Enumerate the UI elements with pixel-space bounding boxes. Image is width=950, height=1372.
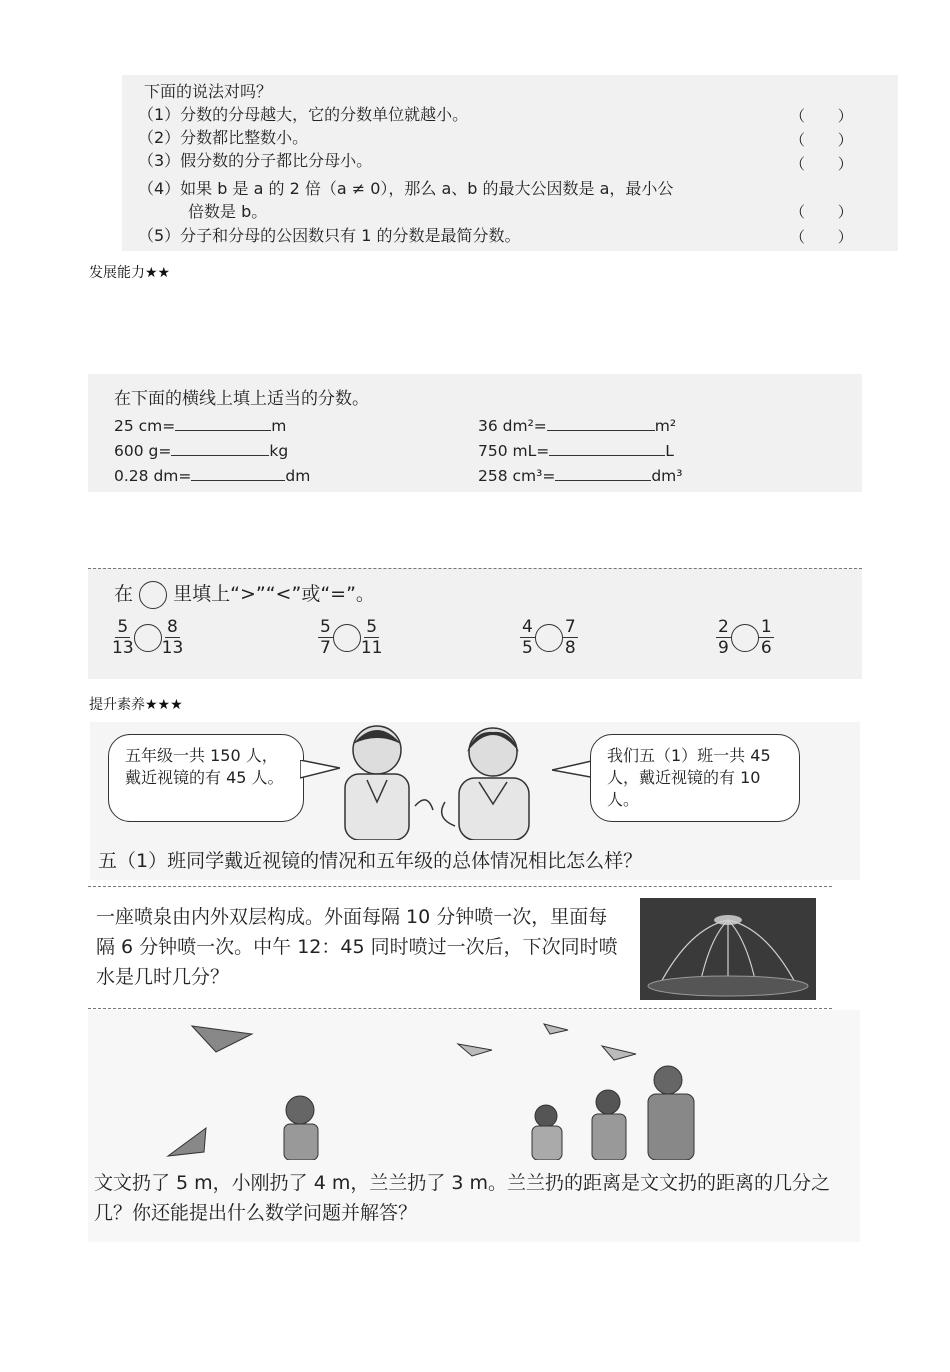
answer-blank[interactable]: [175, 416, 271, 431]
fill-fraction-question: [88, 374, 862, 492]
denominator: 7: [320, 638, 331, 658]
fountain-question: [88, 888, 828, 1006]
fraction: [716, 617, 731, 658]
numerator: 2: [718, 617, 729, 637]
answer-paren[interactable]: （ ）: [790, 107, 867, 125]
fraction: [162, 617, 184, 658]
paper-plane-illustration: [88, 1010, 860, 1160]
fraction-comparison: [716, 617, 774, 658]
q1-item-4: （4）如果 b 是 a 的 2 倍（a ≠ 0），那么 a、b 的最大公因数是 a，最小公: [138, 179, 674, 198]
fraction: [520, 617, 535, 658]
students-illustration: [315, 722, 575, 840]
q1-item-2: （2）分数都比整数小。: [138, 128, 309, 147]
q1-item-4-cont: 倍数是 b。: [188, 202, 268, 221]
q4-question: 五（1）班同学戴近视镜的情况和五年级的总体情况相比怎么样？: [98, 850, 643, 872]
q5-text: 一座喷泉由内外双层构成。外面每隔 10 分钟喷一次，里面每隔 6 分钟喷一次。中午 12：45 同时喷过一次后，下次同时喷水是几时几分？: [96, 906, 618, 988]
denominator: 13: [161, 638, 184, 658]
denominator: 8: [564, 638, 576, 658]
unit-label: m: [271, 417, 287, 435]
fraction: [563, 617, 578, 658]
denominator: 6: [760, 638, 772, 658]
fraction-comparison: [520, 617, 578, 658]
conversion-label: 750 mL=: [478, 442, 550, 460]
answer-paren[interactable]: （ ）: [790, 131, 867, 149]
q1-title: 下面的说法对吗？: [144, 82, 273, 101]
denominator: 5: [522, 638, 533, 658]
conversion-label: 600 g=: [114, 442, 172, 460]
conversion-label: 258 cm³=: [478, 467, 556, 485]
conversion-label: 36 dm²=: [478, 417, 547, 435]
denominator: 11: [360, 638, 383, 658]
speech-bubble-right: 我们五（1）班一共 45 人，戴近视镜的有 10 人。: [590, 734, 800, 822]
q1-item-1: （1）分数的分母越大，它的分数单位就越小。: [138, 105, 469, 124]
q3-title-post: 里填上“>”“<”或“=”。: [173, 583, 375, 605]
q1-item-5: （5）分子和分母的公因数只有 1 的分数是最简分数。: [138, 226, 521, 245]
answer-blank[interactable]: [555, 466, 651, 481]
q2-row: [478, 441, 674, 460]
compare-circle[interactable]: [333, 624, 361, 652]
numerator: 5: [117, 617, 129, 637]
divider: [88, 886, 832, 887]
numerator: 8: [167, 617, 178, 637]
fraction: [112, 617, 134, 658]
conversion-label: 25 cm=: [114, 417, 176, 435]
section-heading: 发展能力★★: [89, 265, 171, 281]
q6-text: 文文扔了 5 m，小刚扔了 4 m，兰兰扔了 3 m。兰兰扔的距离是文文扔的距离的几分之几？你还能提出什么数学问题并解答？: [94, 1172, 831, 1224]
conversion-label: 0.28 dm=: [114, 467, 192, 485]
fraction: [759, 617, 774, 658]
unit-label: kg: [269, 442, 289, 460]
denominator: 13: [112, 638, 134, 658]
unit-label: L: [665, 442, 674, 460]
fraction: [361, 617, 383, 658]
q3-title: [114, 579, 375, 609]
denominator: 9: [718, 638, 729, 658]
answer-paren[interactable]: （ ）: [790, 203, 867, 221]
answer-blank[interactable]: [171, 441, 269, 456]
fountain-photo: [640, 898, 816, 1000]
unit-label: m²: [654, 417, 677, 435]
q2-title: 在下面的横线上填上适当的分数。: [114, 389, 369, 409]
compare-circle[interactable]: [731, 624, 759, 652]
q1-item-3: （3）假分数的分子都比分母小。: [138, 151, 373, 170]
paper-plane-question: [88, 1010, 860, 1242]
glasses-question: [90, 722, 860, 880]
compare-circle[interactable]: [535, 624, 563, 652]
q3-title-pre: 在: [114, 583, 134, 605]
true-false-question: [122, 75, 898, 251]
numerator: 1: [760, 617, 772, 637]
speech-bubble-left: 五年级一共 150 人，戴近视镜的有 45 人。: [108, 734, 304, 822]
answer-blank[interactable]: [191, 466, 285, 481]
q2-row: [114, 416, 286, 435]
unit-label: dm: [285, 467, 311, 485]
numerator: 5: [320, 617, 331, 637]
answer-paren[interactable]: （ ）: [790, 155, 867, 173]
circle-icon: [139, 581, 167, 609]
compare-fractions-question: [88, 568, 862, 679]
numerator: 4: [522, 617, 533, 637]
q2-row: [478, 416, 676, 435]
answer-paren[interactable]: （ ）: [790, 228, 867, 246]
unit-label: dm³: [651, 467, 683, 485]
numerator: 7: [564, 617, 576, 637]
answer-blank[interactable]: [547, 416, 655, 431]
section-heading: 提升素养★★★: [89, 697, 183, 713]
fraction: [318, 617, 333, 658]
q2-row: [478, 466, 683, 485]
fraction-comparison: [112, 617, 183, 658]
divider: [88, 1008, 832, 1009]
q2-row: [114, 466, 310, 485]
answer-blank[interactable]: [549, 441, 665, 456]
q2-row: [114, 441, 288, 460]
numerator: 5: [366, 617, 378, 637]
compare-circle[interactable]: [134, 624, 162, 652]
fraction-comparison: [318, 617, 382, 658]
